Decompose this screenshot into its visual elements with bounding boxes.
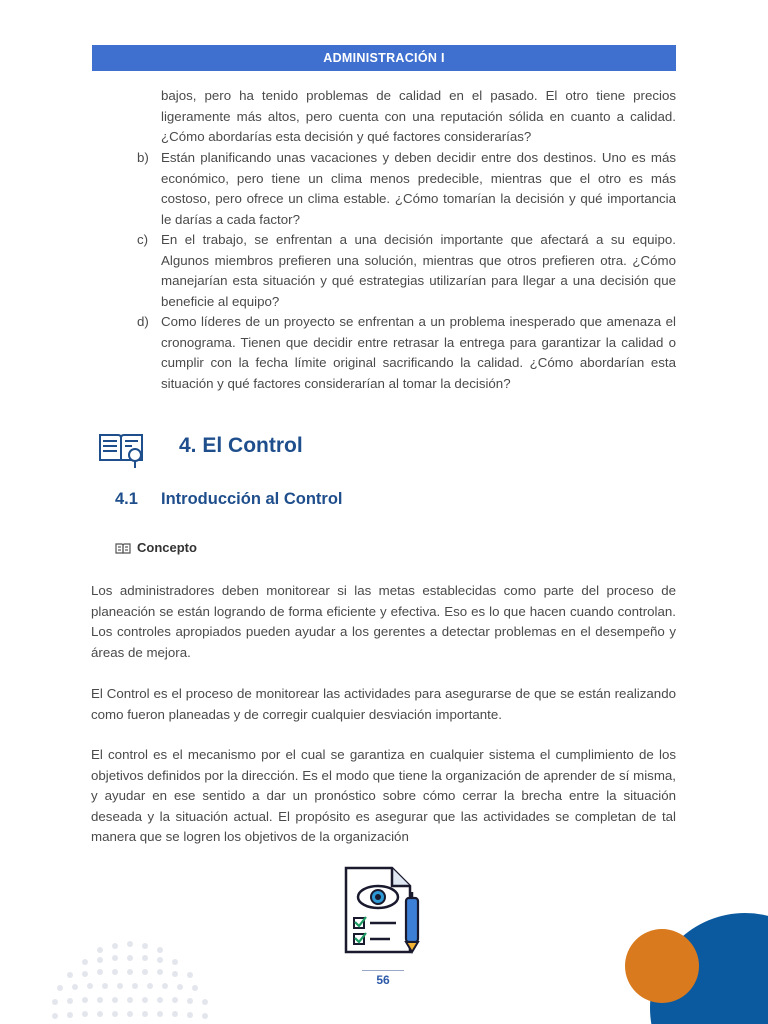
circles-decoration <box>620 908 768 1024</box>
paragraph-2: El Control es el proceso de monitorear las actividades para asegurarse de que se están realizando como fueron planeadas y de corregir cualquier desviación importante. <box>91 686 676 722</box>
page-header: ADMINISTRACIÓN I <box>92 45 676 71</box>
continuation-paragraph: bajos, pero ha tenido problemas de calidad en el pasado. El otro tiene precios ligeramente más altos, pero cuenta con una reputación sólida en cuanto a calidad. ¿Cómo abordarías esta decisión y qué factores considerarías? <box>161 88 676 144</box>
dot-pattern-decoration <box>40 930 220 1024</box>
section-title: 4. El Control <box>179 434 303 457</box>
paragraph-3: El control es el mecanismo por el cual se garantiza en cualquier sistema el cumplimiento de los objetivos definidos por la dirección. Es el modo que tiene la organización de aprender de sí misma, y ayudar en ese sentido a dar un pronóstico sobre cómo cerrar la brecha entre la situación deseada y la situación actual. El propósito es asegurar que las actividades se completan de tal manera que se logren los objetivos de la organización <box>91 747 676 844</box>
page-number: 56 <box>362 970 404 987</box>
subsection-title: Introducción al Control <box>161 490 343 508</box>
subsection-number: 4.1 <box>115 490 138 508</box>
list-item-d <box>137 312 676 394</box>
paragraph-1: Los administradores deben monitorear si las metas establecidas como parte del proceso de planeación se están logrando de forma eficiente y efectiva. Eso es lo que hacen cuando controlan. Los controles apropiados pueden ayudar a los gerentes a detectar problemas en el desempeño y áreas de mejora. <box>91 583 676 660</box>
list-item-c <box>137 230 676 312</box>
list-item-text: Como líderes de un proyecto se enfrentan a un problema inesperado que amenaza el cronograma. Tienen que decidir entre retrasar la entrega para garantizar la calidad o cumplir con la fecha límite original sacrificando la calidad. ¿Cómo abordarían esta situación y qué factores considerarían al tomar la decisión? <box>161 314 676 391</box>
concept-label <box>115 540 197 555</box>
list-item-b <box>137 148 676 230</box>
list-item-label: b) <box>137 150 149 165</box>
list-item-label: d) <box>137 314 149 329</box>
open-book-icon <box>115 542 131 554</box>
document-eye-checklist-icon <box>340 864 430 959</box>
list-item-text: En el trabajo, se enfrentan a una decisión importante que afectará a su equipo. Algunos miembros prefieren una solución, mientras que otros prefieren otra. ¿Cómo manejarían esta situación y qué estrategias utilizarían para llegar a una decisión que beneficie al equipo? <box>161 232 676 309</box>
list-item-label: c) <box>137 232 149 247</box>
book-magnifier-icon <box>97 430 147 470</box>
list-item-text: Están planificando unas vacaciones y deben decidir entre dos destinos. Uno es más económico, pero tiene un clima menos predecible, mientras que el otro es más costoso, pero ofrece un clima estable. ¿Cómo tomarían la decisión y qué importancia le darías a cada factor? <box>161 150 676 227</box>
concept-text: Concepto <box>137 540 197 555</box>
section-icon-wrap <box>97 430 147 470</box>
